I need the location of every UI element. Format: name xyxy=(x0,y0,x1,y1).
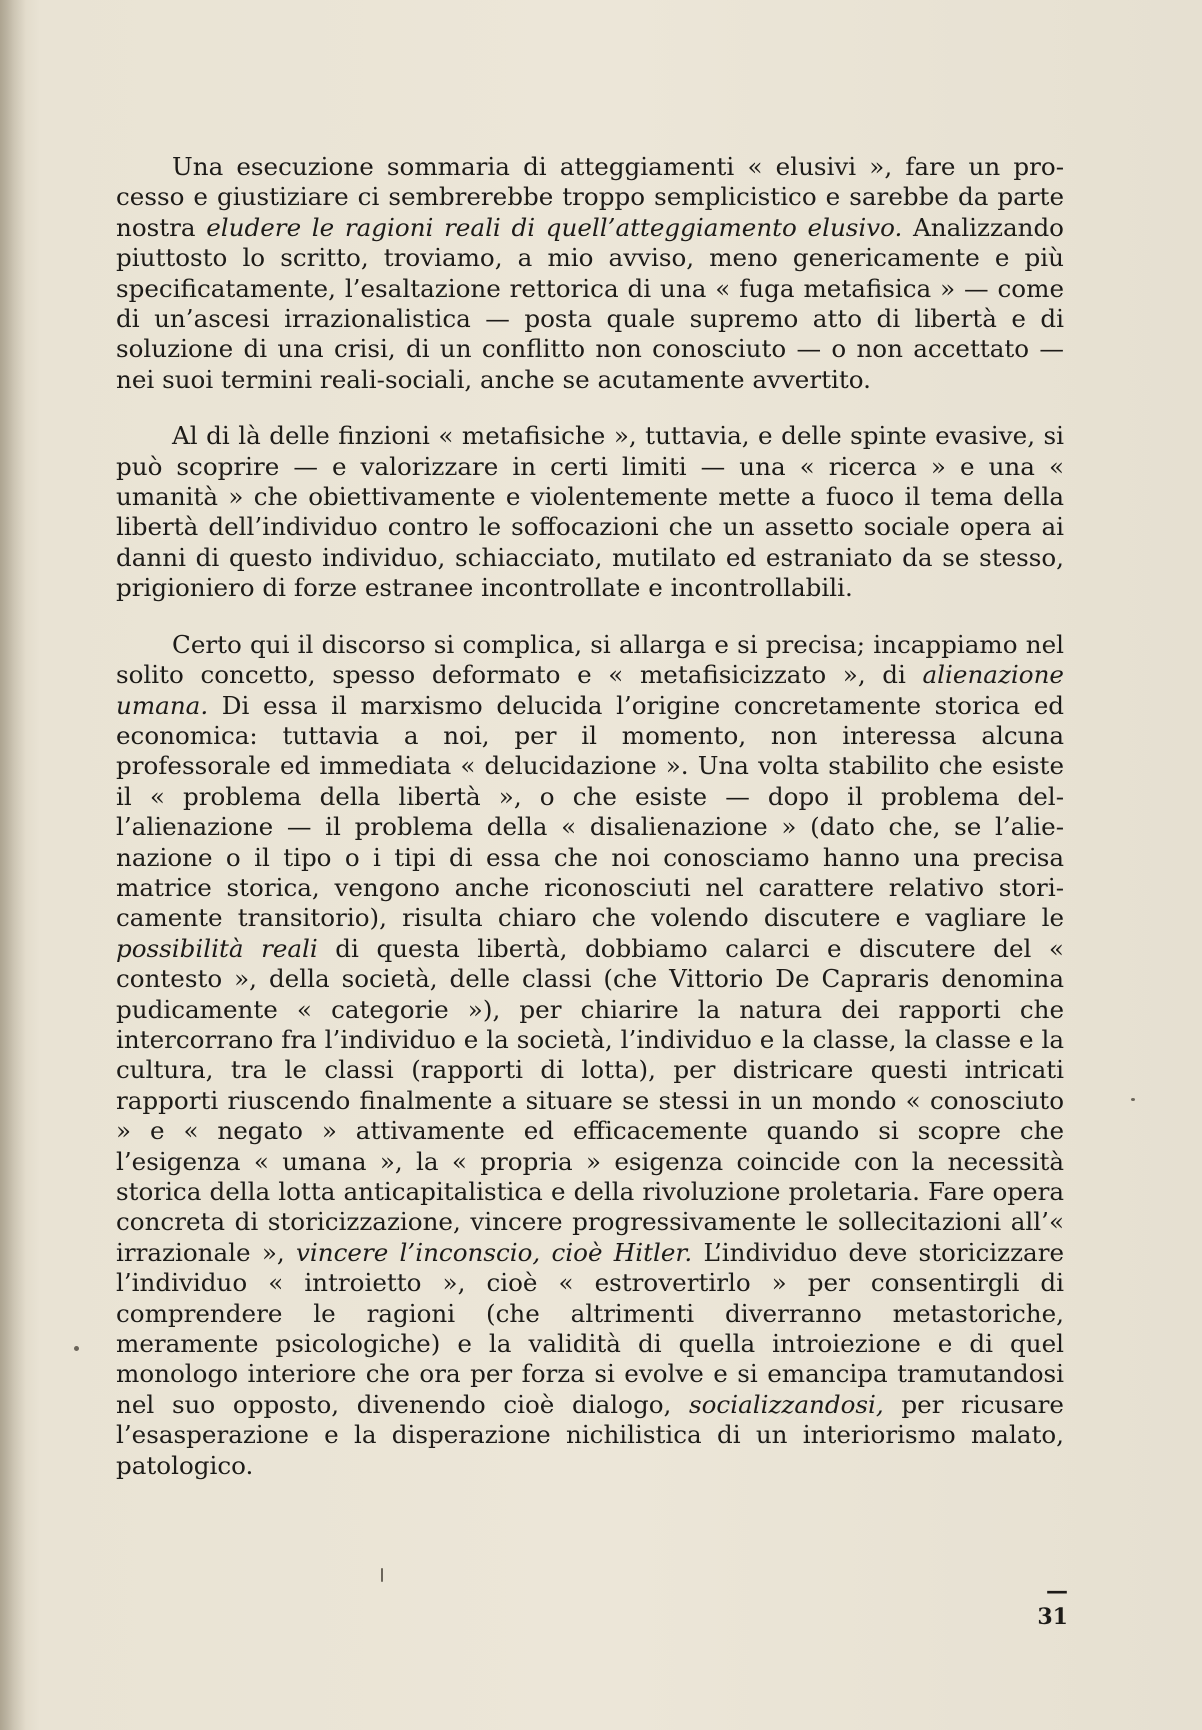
paragraph-2 xyxy=(116,421,1064,603)
text-run: L’individuo deve storicizzare l’individuo « introietto », cioè « estrovertirlo » per consentirgli di comprendere le ragioni (che altrimenti diverranno metastoriche, meramente psicologiche) e la validità di quella introiezione e di quel monologo interiore che ora per forza si evolve e si emancipa tramutandosi nel suo opposto, divenendo cioè dialogo, xyxy=(116,1237,1065,1419)
text-run: Al di là delle finzioni « metafisiche », tuttavia, e delle spinte evasive, si può scoprire — e valorizzare in certi limiti — una « ricerca » e una « umanità » che obiettivamente e violentemente mette a fuoco il tema della libertà dell’individuo contro le soffocazioni che un assetto sociale opera ai danni di questo individuo, schiacciato, mutilato ed estraniato da se stesso, prigioniero di forze estranee incontrollate e incontrollabili. xyxy=(116,421,1064,603)
italic-run: alienazione umana. xyxy=(116,660,1064,720)
text-run: Una esecuzione sommaria di atteggiamenti « elusivi », fare un processo e giustiziare ci sembrerebbe troppo semplicistico e sarebbe da parte nostra xyxy=(116,152,1064,242)
text-run: Analizzando piuttosto lo scritto, troviamo, a mio avviso, meno genericamente e più specificatamente, l’esaltazione rettorica di una « fuga metafisica » — come di un’ascesi irrazionalistica — posta quale supremo atto di libertà e di soluzione di una crisi, di un conflitto non conosciuto — o non accettato — nei suoi termini reali-sociali, anche se acutamente avvertito. xyxy=(116,212,1064,394)
text-run: di questa libertà, dobbiamo calarci e discutere del « contesto », della società, delle classi (che Vittorio De Capraris denomina pudicamente « categorie »), per chiarire la natura dei rapporti che intercorrano fra l’individuo e la società, l’individuo e la classe, la classe e la cultura, tra le classi (rapporti di lotta), per districare questi intricati rapporti riuscendo finalmente a situare se stessi in un mondo « conosciuto » e « negato » attivamente ed efficacemente quando si scopre che l’esigenza « umana », la « propria » esigenza coincide con la necessità storica della lotta anticapitalistica e della rivoluzione proletaria. Fare opera concreta di storicizzazione, vincere progressivamente le sollecitazioni all’« irrazionale », xyxy=(116,933,1064,1267)
body-text xyxy=(116,152,1064,1481)
spine-shadow xyxy=(0,0,26,1730)
margin-speck xyxy=(1131,1098,1135,1101)
page-number: — 31 xyxy=(1037,1578,1068,1630)
margin-speck xyxy=(381,1568,383,1582)
italic-run: vincere l’inconscio, cioè Hitler. xyxy=(296,1237,693,1267)
paragraph-1 xyxy=(116,152,1064,395)
margin-speck xyxy=(74,1346,79,1351)
italic-run: socializzandosi, xyxy=(689,1389,884,1419)
italic-run: possibilità reali xyxy=(116,933,318,963)
paragraph-3 xyxy=(116,630,1064,1481)
text-run: Di essa il marxismo delucida l’origine concretamente storica ed economica: tuttavia a noi, per il momento, non interessa alcuna professorale ed immediata « delucidazione ». Una volta stabilito che esiste il « problema della libertà », o che esiste — dopo il problema dell’alienazione — il problema della « disalienazione » (dato che, se l’alienazione o il tipo o i tipi di essa che noi conosciamo hanno una precisa matrice storica, vengono anche riconosciuti nel carattere relativo storicamente transitorio), risulta chiaro che volendo discutere e vagliare le xyxy=(116,690,1064,933)
text-run: Certo qui il discorso si complica, si allarga e si precisa; incappiamo nel solito concetto, spesso deformato e « metafisicizzato », di xyxy=(116,629,1064,690)
italic-run: eludere le ragioni reali di quell’atteggiamento elusivo. xyxy=(206,212,903,242)
text-run: per ricusare l’esasperazione e la disperazione nichilistica di un interiorismo malato, patologico. xyxy=(116,1389,1064,1480)
